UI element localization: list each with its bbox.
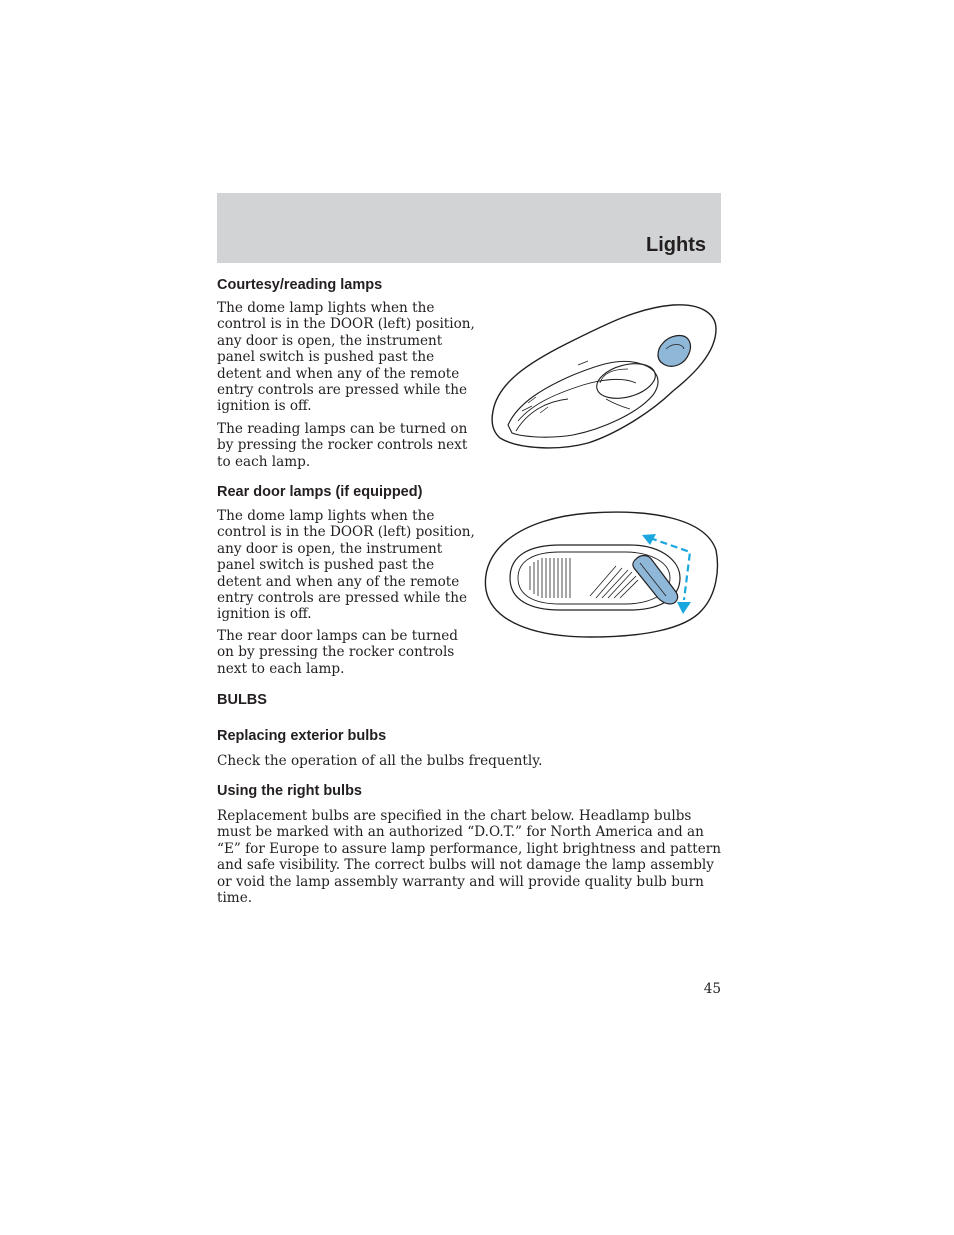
paragraph-courtesy-2: The reading lamps can be turned on by pressing the rocker controls next to each lamp. xyxy=(217,421,468,470)
paragraph-right-bulbs: Replacement bulbs are specified in the chart below. Headlamp bulbs must be marked with an authorized “D.O.T.” for North America and an “E” for Europe to assure lamp performance, light brightness and pattern and safe visibility. The correct bulbs will not damage the lamp assembly or void the lamp assembly warranty and will provide quality bulb burn time. xyxy=(217,808,722,907)
page-number: 45 xyxy=(703,981,721,997)
paragraph-rear-door-1: The dome lamp lights when the control is in the DOOR (left) position, any door is open, the instrument panel switch is pushed past the detent and when any of the remote entry controls are pressed while the ignition is off. xyxy=(217,508,475,623)
paragraph-rear-door-2: The rear door lamps can be turned on by pressing the rocker controls next to each lamp. xyxy=(217,628,458,677)
heading-rear-door-lamps: Rear door lamps (if equipped) xyxy=(217,484,423,500)
paragraph-courtesy-1: The dome lamp lights when the control is in the DOOR (left) position, any door is open, the instrument panel switch is pushed past the detent and when any of the remote entry controls are pressed while the ignition is off. xyxy=(217,300,475,415)
heading-using-right-bulbs: Using the right bulbs xyxy=(217,783,362,799)
rear-door-lamp-illustration xyxy=(480,510,720,640)
heading-replacing-exterior-bulbs: Replacing exterior bulbs xyxy=(217,728,387,744)
heading-bulbs: BULBS xyxy=(217,692,267,708)
overhead-console-illustration xyxy=(488,303,720,453)
section-header-band xyxy=(217,193,721,263)
paragraph-replacing: Check the operation of all the bulbs frequently. xyxy=(217,753,543,769)
heading-courtesy-reading-lamps: Courtesy/reading lamps xyxy=(217,277,383,293)
page-title: Lights xyxy=(646,234,706,256)
